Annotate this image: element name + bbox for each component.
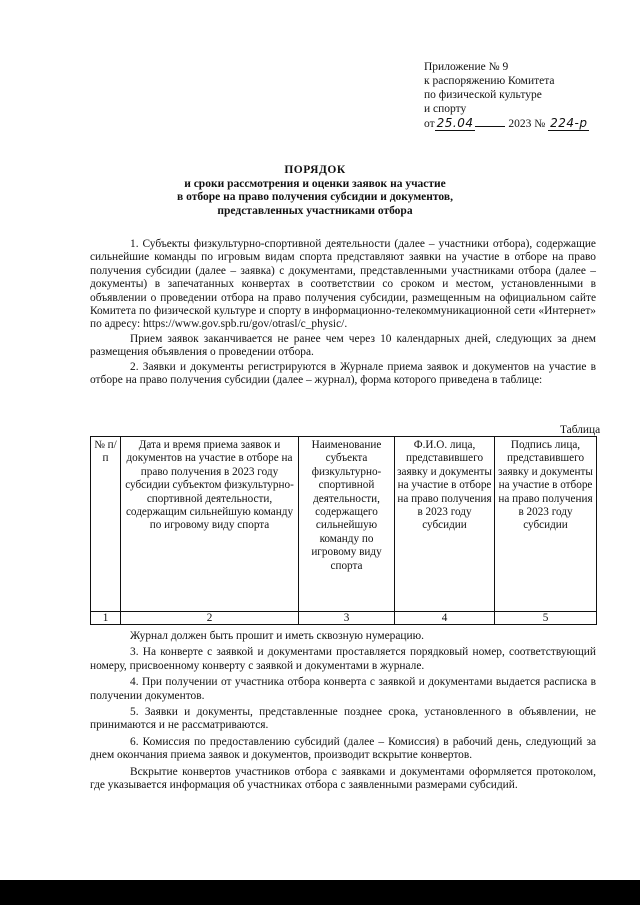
appendix-block <box>424 60 624 131</box>
paragraph-3: 2. Заявки и документы регистрируются в Журнале приема заявок и документов на участие в отборе на право получения субсидии (далее – журнал), форма которого приведена в таблице: <box>90 360 596 387</box>
column-number-2: 2 <box>121 612 299 625</box>
heading-line-3: представленных участниками отбора <box>217 204 413 217</box>
year-text: 2023 № <box>508 118 546 130</box>
paragraph-protocol: Вскрытие конвертов участников отбора с заявками и документами оформляется протоколом, где указывается информация об участниках отбора с заявленными размерами субсидий. <box>90 765 596 792</box>
table-header-row <box>91 437 597 612</box>
appendix-line-3: по физической культуре <box>424 89 542 101</box>
date-prefix: от <box>424 118 435 130</box>
appendix-line-2: к распоряжению Комитета <box>424 75 555 87</box>
header-signature: Подпись лица, представившего заявку и документы на участие в отборе на право получения в 2023 году субсидии <box>495 437 597 612</box>
column-number-5: 5 <box>495 612 597 625</box>
body-text <box>90 238 596 387</box>
heading-title: ПОРЯДОК <box>284 164 346 176</box>
column-number-4: 4 <box>395 612 495 625</box>
paragraph-2: Прием заявок заканчивается не ранее чем через 10 календарных дней, следующих за днем размещения объявления о проведении отбора. <box>90 332 596 359</box>
heading-line-2: в отборе на право получения субсидии и документов, <box>177 191 453 204</box>
date-underline <box>475 126 505 127</box>
paragraph-journal: Журнал должен быть прошит и иметь сквозную нумерацию. <box>130 630 424 642</box>
paragraph-3-envelope: 3. На конверте с заявкой и документами проставляется порядковый номер, соответствующий номеру, присвоенному конверту с заявкой и документами в журнале. <box>90 646 596 672</box>
paragraph-1: 1. Субъекты физкультурно-спортивной деятельности (далее – участники отбора), содержащие сильнейшие команды по игровым видам спорта представляют заявки на участие в отборе на право получения субсидии (далее – заявка) с документами, представленными участниками отбора (далее – документы) в запечатанных конвертах в соответствии со сроком и местом, установленными в объявлении о проведении отбора на право получения субсидии, размещенным на официальном сайте Комитета по физической культуре и спорту в информационно-телекоммуникационной сети «Интернет» по адресу: https://www.gov.spb.ru/gov/otrasl/c_physic/. <box>90 238 596 331</box>
appendix-line-4: и спорту <box>424 103 467 115</box>
scan-bottom-bar <box>0 880 640 905</box>
paragraph-6-commission: 6. Комиссия по предоставлению субсидий (далее – Комиссия) в рабочий день, следующий за днем окончания приема заявок и документов, производит вскрытие конвертов. <box>90 735 596 762</box>
appendix-date-line <box>424 116 624 131</box>
header-number: № п/п <box>91 437 121 612</box>
registration-journal-table <box>90 436 597 625</box>
after-table-text <box>90 630 596 792</box>
column-number-1: 1 <box>91 612 121 625</box>
paragraph-4-receipt: 4. При получении от участника отбора конверта с заявкой и документами выдается расписка в получении документов. <box>90 676 596 702</box>
handwritten-number: 224-р <box>550 116 588 130</box>
header-person-name: Ф.И.О. лица, представившего заявку и документы на участие в отборе на право получения в 2023 году субсидии <box>395 437 495 612</box>
header-date-time: Дата и время приема заявок и документов на участие в отборе на право получения в 2023 году субсидии субъектом физкультурно-спортивной деятельности, содержащим сильнейшую команду по игровому виду спорта <box>121 437 299 612</box>
table-row <box>91 612 597 625</box>
paragraph-5-late: 5. Заявки и документы, представленные позднее срока, установленного в объявлении, не принимаются и не рассматриваются. <box>90 706 596 732</box>
heading-line-1: и сроки рассмотрения и оценки заявок на участие <box>184 177 446 190</box>
document-heading <box>90 164 540 218</box>
column-number-3: 3 <box>299 612 395 625</box>
handwritten-date: 25.04 <box>436 116 474 130</box>
table-caption: Таблица <box>560 424 601 436</box>
appendix-line-1: Приложение № 9 <box>424 61 509 73</box>
header-entity-name: Наименование субъекта физкультурно-спортивной деятельности, содержащего сильнейшую команду по игровому виду спорта <box>299 437 395 612</box>
